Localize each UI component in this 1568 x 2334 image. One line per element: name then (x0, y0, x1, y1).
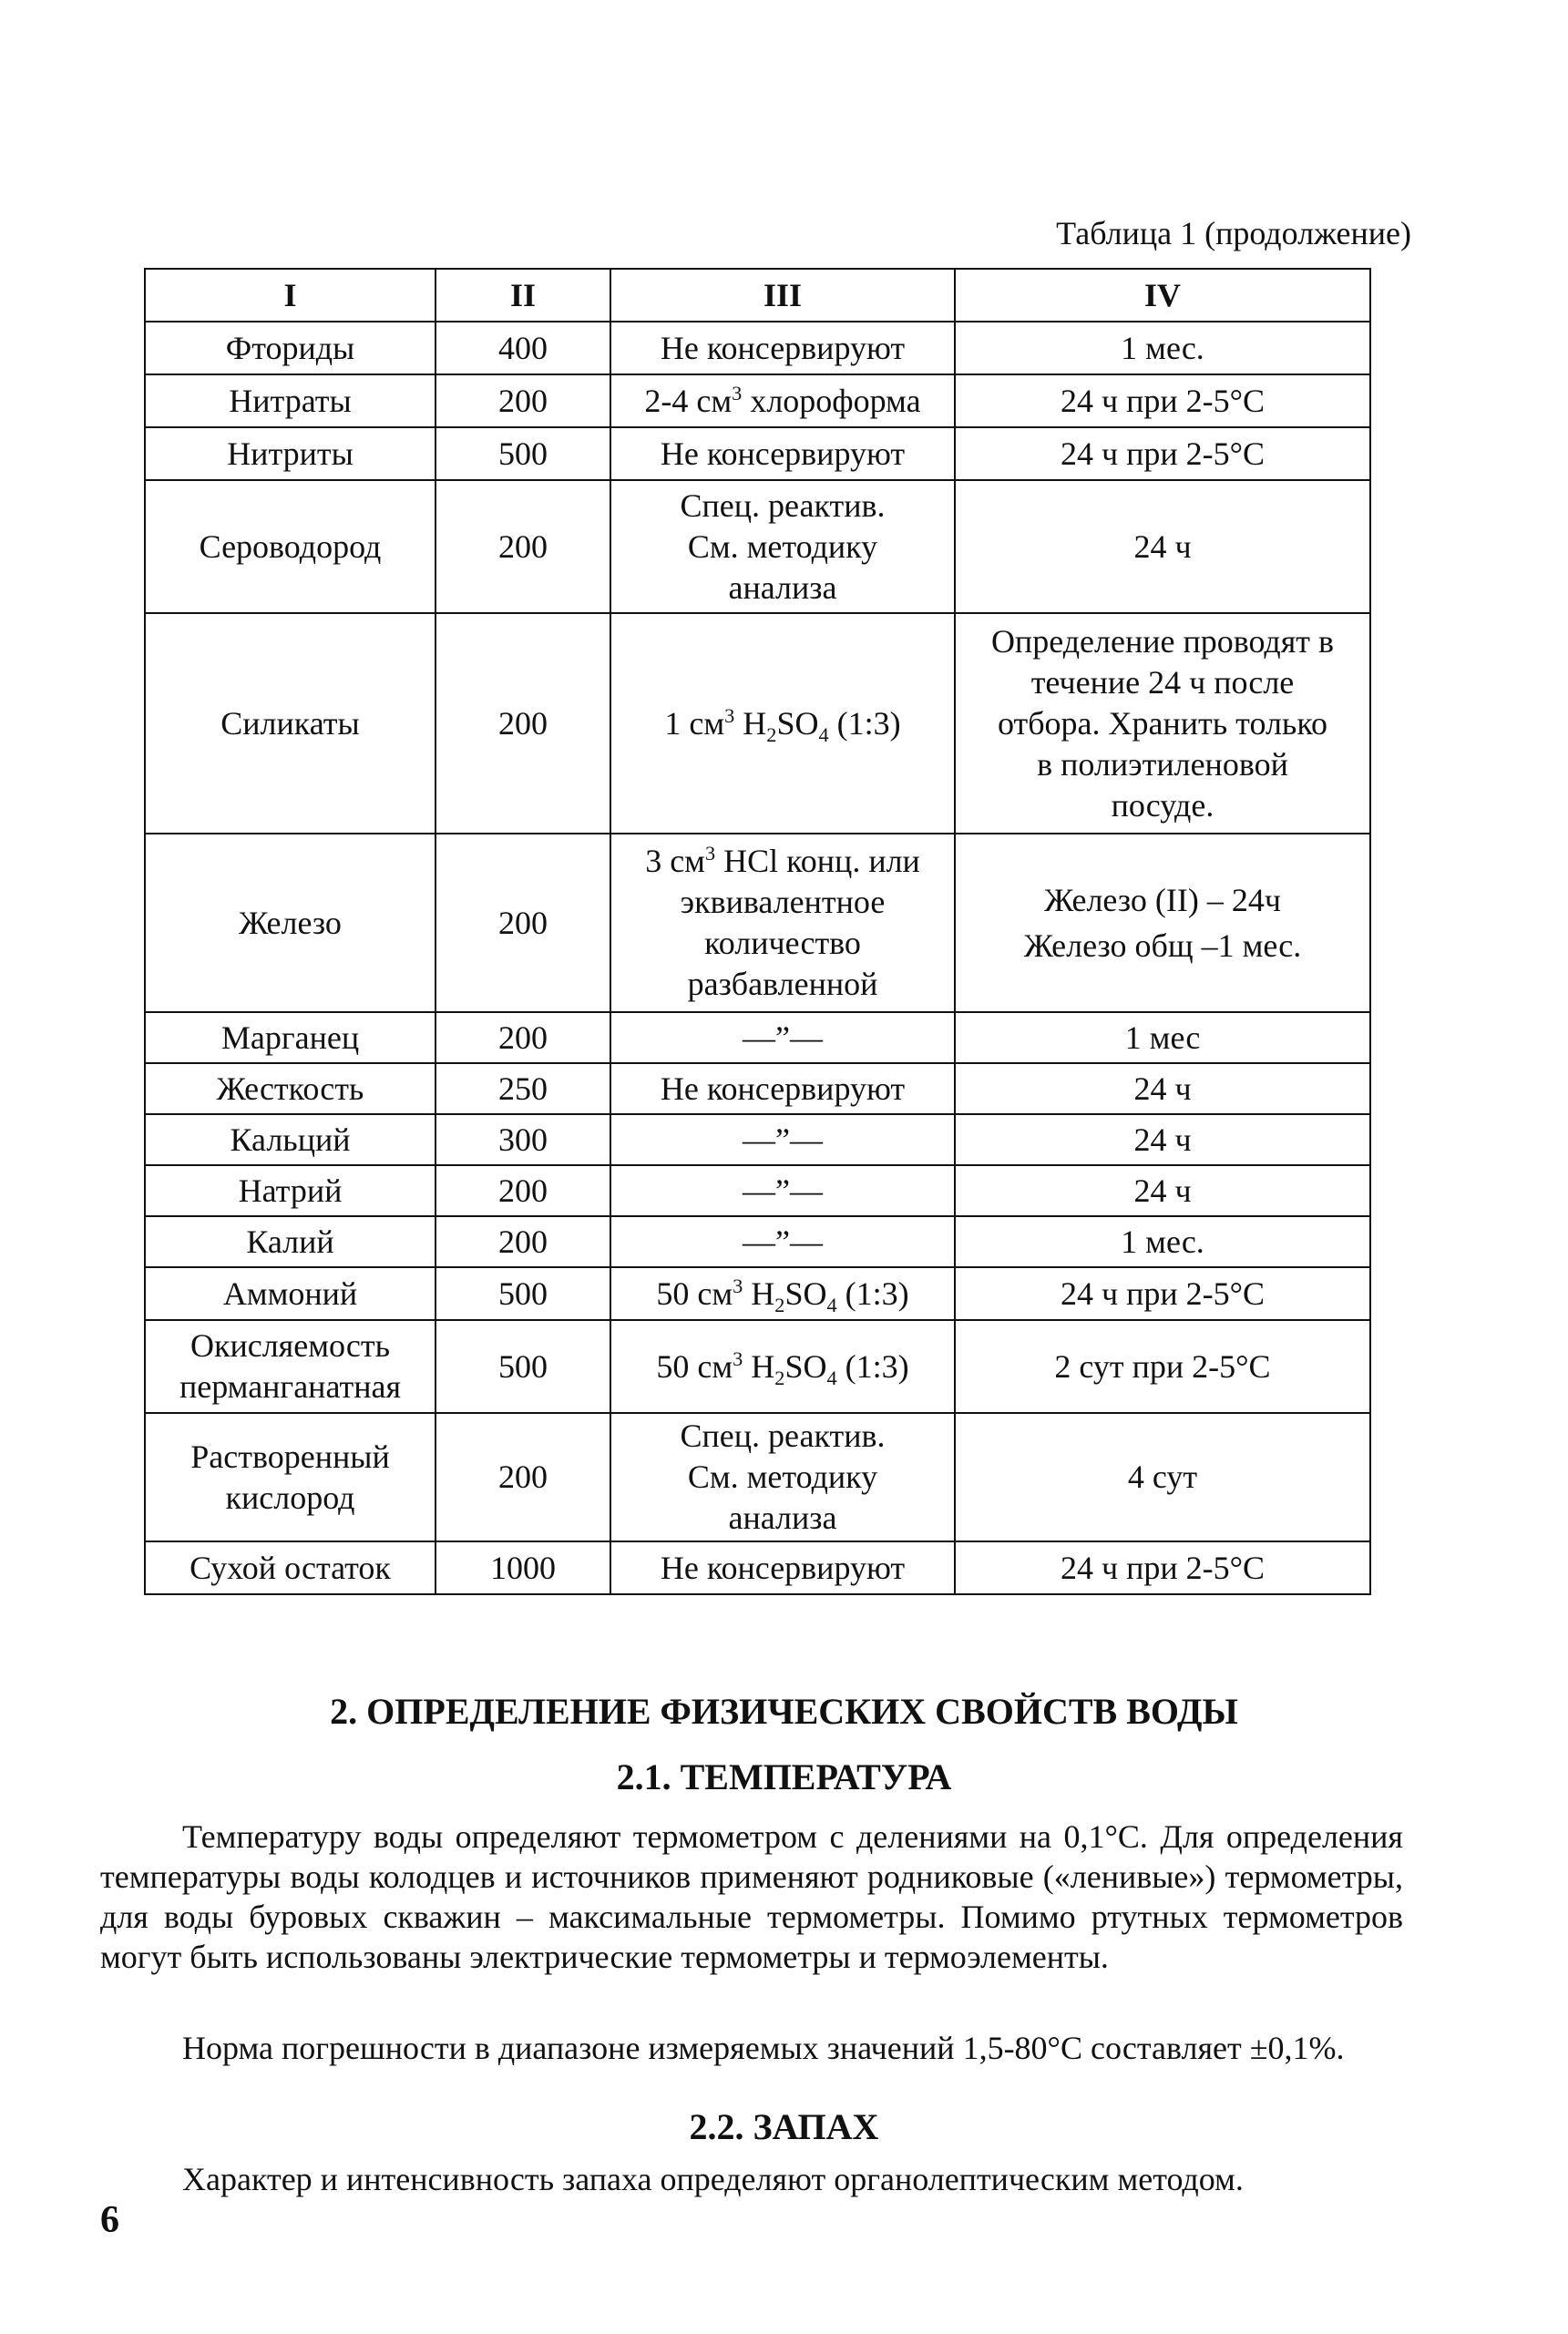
table-row (145, 1114, 1370, 1165)
table-header-row (145, 269, 1370, 322)
volume-cell: 500 (436, 1267, 610, 1320)
preservation-table (144, 268, 1371, 1595)
paragraph: Норма погрешности в диапазоне измеряемых значений 1,5-80°С составляет ±0,1%. (182, 2030, 1345, 2066)
storage-cell: 1 мес. (955, 1216, 1370, 1267)
paragraph: Характер и интенсивность запаха определяют органолептическим методом. (182, 2161, 1244, 2197)
indicator-cell: Окисляемость перманганатная (145, 1320, 436, 1413)
preservation-cell: —”— (610, 1216, 955, 1267)
column-header: IV (955, 269, 1370, 322)
storage-cell: 24 ч при 2-5°С (955, 374, 1370, 427)
table-row (145, 374, 1370, 427)
indicator-cell: Силикаты (145, 613, 436, 834)
table-row (145, 1541, 1370, 1594)
indicator-cell: Нитриты (145, 427, 436, 480)
indicator-cell: Сухой остаток (145, 1541, 436, 1594)
preservation-cell: Не консервируют (610, 322, 955, 374)
volume-cell: 300 (436, 1114, 610, 1165)
column-header: I (145, 269, 436, 322)
preservation-cell: Не консервируют (610, 1063, 955, 1114)
volume-cell: 250 (436, 1063, 610, 1114)
volume-cell: 200 (436, 374, 610, 427)
storage-cell: 1 мес. (955, 322, 1370, 374)
preservation-cell: 50 $см^3$ $H_2SO_4$ (1:3) (610, 1267, 955, 1320)
preservation-cell: Не консервируют (610, 1541, 955, 1594)
column-header: II (436, 269, 610, 322)
indicator-cell: Растворенный кислород (145, 1413, 436, 1541)
indicator-cell: Железо (145, 834, 436, 1012)
table-row (145, 322, 1370, 374)
paragraph: Температуру воды определяют термометром с делениями на 0,1°С. Для определения температуры воды колодцев и источников применяют родниковые («ленивые») термометры, для воды буровых скважин – максимальные термометры. Помимо ртутных термометров могут быть использованы электрические термометры и термоэлементы. (100, 1818, 1403, 1975)
volume-cell: 200 (436, 834, 610, 1012)
table-row (145, 613, 1370, 834)
storage-cell: 24 ч при 2-5°С (955, 427, 1370, 480)
section-heading: 2. ОПРЕДЕЛЕНИЕ ФИЗИЧЕСКИХ СВОЙСТВ ВОДЫ (330, 1691, 1238, 1732)
table-row (145, 1267, 1370, 1320)
table-row (145, 427, 1370, 480)
volume-cell: 200 (436, 613, 610, 834)
storage-cell: 24 ч (955, 1114, 1370, 1165)
storage-cell: 24 ч (955, 480, 1370, 613)
preservation-cell: Не консервируют (610, 427, 955, 480)
storage-cell: Определение проводят в течение 24 ч после отбора. Хранить только в полиэтиленовой посуде. (955, 613, 1370, 834)
preservation-cell: 50 $см^3$ $H_2SO_4$ (1:3) (610, 1320, 955, 1413)
indicator-cell: Калий (145, 1216, 436, 1267)
volume-cell: 200 (436, 480, 610, 613)
indicator-cell: Аммоний (145, 1267, 436, 1320)
table-row (145, 1320, 1370, 1413)
subsection-heading: 2.2. ЗАПАХ (689, 2106, 879, 2147)
preservation-cell: —”— (610, 1165, 955, 1216)
storage-cell: 24 ч при 2-5°С (955, 1267, 1370, 1320)
preservation-cell: Спец. реактив. См. методику анализа (610, 1413, 955, 1541)
indicator-cell: Марганец (145, 1012, 436, 1063)
column-header: III (610, 269, 955, 322)
indicator-cell: Сероводород (145, 480, 436, 613)
storage-cell: 24 ч (955, 1063, 1370, 1114)
table-row (145, 1063, 1370, 1114)
indicator-cell: Фториды (145, 322, 436, 374)
indicator-cell: Натрий (145, 1165, 436, 1216)
table-row (145, 1165, 1370, 1216)
volume-cell: 200 (436, 1165, 610, 1216)
preservation-cell: —”— (610, 1012, 955, 1063)
storage-cell: 1 мес (955, 1012, 1370, 1063)
volume-cell: 200 (436, 1216, 610, 1267)
indicator-cell: Нитраты (145, 374, 436, 427)
storage-cell: 24 ч (955, 1165, 1370, 1216)
storage-cell: 4 сут (955, 1413, 1370, 1541)
storage-cell: 24 ч при 2-5°С (955, 1541, 1370, 1594)
table-row (145, 1012, 1370, 1063)
table-row (145, 480, 1370, 613)
indicator-cell: Кальций (145, 1114, 436, 1165)
table-caption: Таблица 1 (продолжение) (1056, 215, 1411, 251)
storage-cell: Железо (II) – 24ч Железо общ –1 мес. (955, 834, 1370, 1012)
volume-cell: 1000 (436, 1541, 610, 1594)
table-row (145, 834, 1370, 1012)
preservation-cell: Спец. реактив. См. методику анализа (610, 480, 955, 613)
preservation-cell: 2-4 $см^3$ хлороформа (610, 374, 955, 427)
page-number: 6 (100, 2199, 119, 2241)
table-row (145, 1413, 1370, 1541)
subsection-heading: 2.1. ТЕМПЕРАТУРА (616, 1756, 952, 1797)
preservation-cell: —”— (610, 1114, 955, 1165)
volume-cell: 500 (436, 427, 610, 480)
volume-cell: 500 (436, 1320, 610, 1413)
preservation-cell: 1 $см^3$ $H_2SO_4$ (1:3) (610, 613, 955, 834)
volume-cell: 400 (436, 322, 610, 374)
volume-cell: 200 (436, 1413, 610, 1541)
table-row (145, 1216, 1370, 1267)
storage-cell: 2 сут при 2-5°С (955, 1320, 1370, 1413)
indicator-cell: Жесткость (145, 1063, 436, 1114)
volume-cell: 200 (436, 1012, 610, 1063)
preservation-cell: 3 $см^3$ HCl конц. или эквивалентное количество разбавленной (610, 834, 955, 1012)
